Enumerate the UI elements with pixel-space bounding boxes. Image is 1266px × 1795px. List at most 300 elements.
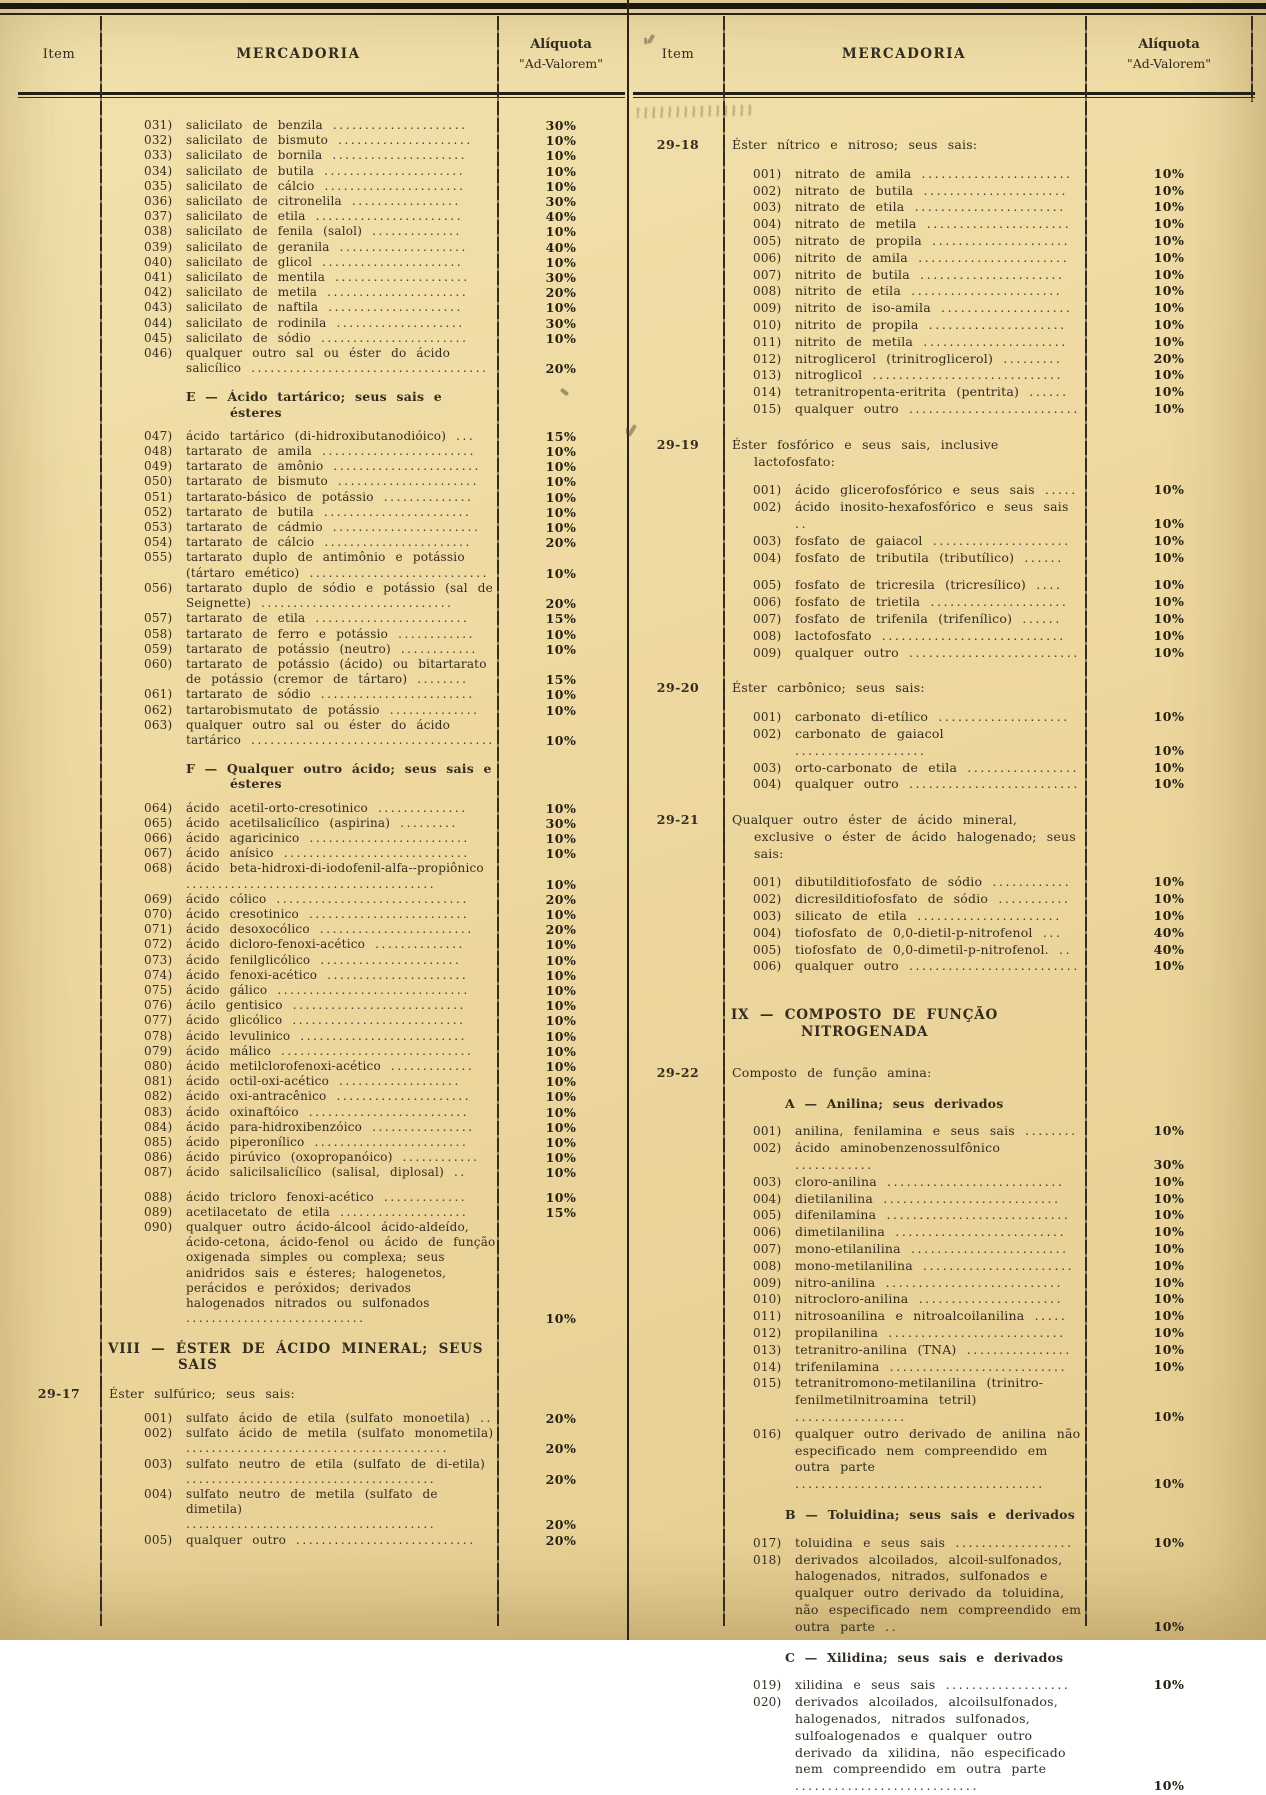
item-description: nitrato de metila ......................	[795, 216, 1072, 232]
table-row	[18, 703, 625, 718]
mercadoria-cell	[723, 550, 1085, 567]
item-description: ácido cólico ..............................	[186, 891, 469, 906]
rate-value: 10%	[1153, 515, 1185, 531]
mercadoria-cell	[100, 429, 497, 444]
item-description: tartarato de sódio ........................	[186, 687, 475, 702]
mercadoria-cell	[100, 831, 497, 846]
item-number: 015)	[753, 1376, 782, 1391]
item-description: fosfato de gaiacol .....................	[795, 532, 1071, 548]
item-number: 068)	[144, 861, 173, 876]
item-number: 082)	[144, 1089, 173, 1104]
item-number: 038)	[144, 224, 173, 239]
rate-value: 10%	[545, 254, 577, 270]
table-row	[18, 1487, 625, 1533]
rate-value: 10%	[545, 998, 577, 1014]
item-description: sulfato ácido de metila (sulfato monometila) .........................................	[186, 1426, 494, 1456]
item-number: 001)	[144, 1411, 173, 1426]
table-row	[633, 1275, 1253, 1292]
rate-value: 10%	[545, 1165, 577, 1181]
table-row	[18, 194, 625, 209]
item-description: tartarato de etila ........................	[186, 611, 470, 626]
table-row	[18, 642, 625, 657]
column-rule-left-item	[100, 16, 102, 1626]
item-description: dimetilanilina ..........................	[795, 1224, 1067, 1240]
table-row	[633, 1258, 1253, 1275]
table-row	[18, 611, 625, 626]
rate-value: 40%	[1153, 924, 1185, 940]
mercadoria-cell	[723, 1258, 1085, 1275]
dots-leader: .......................	[918, 249, 1070, 265]
table-row	[18, 718, 625, 748]
rate-value: 10%	[1153, 1778, 1185, 1794]
dots-leader: ..	[480, 1411, 493, 1426]
item-number: 051)	[144, 489, 173, 504]
rate-value: 10%	[1153, 165, 1185, 181]
mercadoria-cell	[723, 942, 1085, 959]
dots-leader: .......................	[324, 535, 472, 550]
dots-leader: .................	[795, 1409, 907, 1424]
item-description: lactofosfato ............................	[795, 627, 1066, 643]
rate-value: 10%	[1153, 891, 1185, 907]
table-row	[18, 1150, 625, 1165]
mercadoria-cell	[100, 240, 497, 255]
mercadoria-cell	[100, 1165, 497, 1180]
rate-value: 10%	[1153, 1291, 1185, 1307]
rate-value: 15%	[545, 1204, 577, 1220]
left-table-body	[18, 104, 625, 1640]
group-intro-cell	[100, 1386, 497, 1401]
subsection-heading: B — Toluidina; seus sais e derivados	[785, 1506, 1075, 1522]
rate-value: 10%	[545, 1104, 577, 1120]
rate-value: 10%	[1153, 709, 1185, 725]
column-header-item: Item	[42, 46, 76, 62]
item-number: 005)	[753, 233, 782, 248]
subsection-cell	[723, 1507, 1085, 1524]
item-description: cloro-anilina ...........................	[795, 1173, 1065, 1189]
dots-leader: .........................	[309, 830, 470, 845]
dots-leader: .......................	[320, 330, 469, 345]
table-row	[18, 983, 625, 998]
mercadoria-cell	[100, 474, 497, 489]
table-row	[18, 1013, 625, 1028]
item-description: nitrito de butila ......................	[795, 266, 1065, 282]
rate-value: 10%	[545, 133, 577, 149]
rate-value: 10%	[1153, 199, 1185, 215]
dots-leader: .......................................	[186, 1517, 437, 1532]
table-row	[18, 816, 625, 831]
rate-value: 10%	[1153, 249, 1185, 265]
rate-value: 10%	[1153, 316, 1185, 332]
item-number: 047)	[144, 428, 173, 443]
rate-value: 30%	[545, 194, 577, 210]
mercadoria-cell	[723, 300, 1085, 317]
table-row	[633, 1140, 1253, 1174]
table-row	[18, 224, 625, 239]
rate-value: 10%	[1153, 1677, 1185, 1693]
item-number: 003)	[753, 760, 782, 775]
rate-value: 15%	[545, 672, 577, 688]
dots-leader: ......................	[926, 216, 1072, 232]
mercadoria-cell	[723, 1123, 1085, 1140]
rate-value: 10%	[1153, 283, 1185, 299]
item-number: 049)	[144, 459, 173, 474]
subsection-row	[18, 389, 625, 419]
dots-leader: ....................	[340, 1204, 469, 1219]
item-description: salicilato de geranila ....................	[186, 239, 468, 254]
item-description: nitrosoanilina e nitroalcoilanilina .....	[795, 1308, 1068, 1324]
table-row	[633, 776, 1253, 793]
rate-value: 10%	[1153, 1190, 1185, 1206]
dots-leader: ..........................	[908, 644, 1080, 660]
dots-leader: ...................	[945, 1677, 1071, 1693]
item-number: 070)	[144, 906, 173, 921]
rate-value: 10%	[1153, 776, 1185, 792]
rate-value: 10%	[1153, 384, 1185, 400]
rate-value: 10%	[1153, 367, 1185, 383]
table-row	[18, 861, 625, 891]
table-row	[633, 216, 1253, 233]
table-row	[18, 953, 625, 968]
subsection-cell	[723, 1650, 1085, 1667]
table-row	[18, 118, 625, 133]
item-number: 002)	[753, 726, 782, 741]
item-description: nitrato de amila .......................	[795, 165, 1073, 181]
item-description: ácido pirúvico (oxopropanóico) ............	[186, 1150, 480, 1165]
section-row	[18, 1342, 625, 1372]
mercadoria-cell	[100, 846, 497, 861]
table-row	[18, 831, 625, 846]
dots-leader: ................	[372, 1119, 475, 1134]
table-row	[18, 846, 625, 861]
rate-value: 10%	[1153, 759, 1185, 775]
mercadoria-cell	[723, 908, 1085, 925]
mercadoria-cell	[100, 535, 497, 550]
rate-value: 10%	[545, 459, 577, 475]
table-row	[633, 533, 1253, 550]
mercadoria-cell	[723, 166, 1085, 183]
item-description: ácido fenoxi-acético ......................	[186, 967, 469, 982]
item-number: 005)	[753, 942, 782, 957]
table-row	[18, 1120, 625, 1135]
dots-leader: ..........................	[908, 400, 1080, 416]
item-number: 064)	[144, 800, 173, 815]
item-description: ácido levulinico ..........................	[186, 1028, 468, 1043]
group-code: 29-19	[656, 436, 700, 452]
table-row	[18, 627, 625, 642]
section-row	[633, 1007, 1253, 1041]
item-description: ácido metilclorofenoxi-acético .............	[186, 1058, 475, 1073]
item-number: 060)	[144, 656, 173, 671]
rate-value: 10%	[545, 641, 577, 657]
item-description: ácido octil-oxi-acético ...................	[186, 1074, 461, 1089]
table-row	[18, 164, 625, 179]
item-description: qualquer outro sal ou éster do ácido tartárico ......................................	[186, 717, 495, 747]
item-number: 007)	[753, 611, 782, 626]
dots-leader: ....................	[336, 315, 465, 330]
table-row	[633, 1342, 1253, 1359]
item-number: 009)	[753, 1275, 782, 1290]
mercadoria-cell	[100, 892, 497, 907]
item-block	[633, 1123, 1253, 1493]
dots-leader: ......................	[917, 908, 1062, 924]
column-header-mercadoria: MERCADORIA	[841, 46, 967, 62]
item-description: ácido agaricinico .........................	[186, 830, 470, 845]
table-row	[633, 384, 1253, 401]
table-row	[633, 1123, 1253, 1140]
table-row	[18, 209, 625, 224]
item-description: fosfato de tricresila (tricresílico) ....	[795, 577, 1063, 593]
mercadoria-cell	[100, 581, 497, 611]
column-rule-left-rate	[497, 16, 499, 1626]
item-description: silicato de etila ......................	[795, 908, 1062, 924]
group-code: 29-18	[656, 137, 700, 152]
item-description: xilidina e seus sais ...................	[795, 1677, 1071, 1693]
rate-value: 10%	[545, 952, 577, 968]
table-row	[633, 1224, 1253, 1241]
mercadoria-cell	[100, 550, 497, 580]
mercadoria-cell	[723, 1552, 1085, 1636]
dots-leader: .................	[967, 759, 1080, 775]
page-edge-rule	[1251, 16, 1253, 102]
item-number: 003)	[753, 1174, 782, 1189]
mercadoria-cell	[100, 148, 497, 163]
item-number: 072)	[144, 937, 173, 952]
dots-leader: .........................................	[186, 1441, 449, 1456]
mercadoria-cell	[100, 1487, 497, 1533]
dots-leader: ...	[456, 428, 476, 443]
mercadoria-cell	[100, 179, 497, 194]
rate-value: 10%	[545, 1119, 577, 1135]
item-block	[633, 166, 1253, 418]
item-description: tartarato de ferro e potássio ............	[186, 626, 476, 641]
mercadoria-cell	[100, 331, 497, 346]
mercadoria-cell	[723, 199, 1085, 216]
mercadoria-cell	[100, 118, 497, 133]
mercadoria-cell	[100, 133, 497, 148]
item-description: tetranitropenta-eritrita (pentrita) ......	[795, 384, 1069, 400]
dots-leader: ..............................	[261, 596, 454, 611]
item-number: 084)	[144, 1119, 173, 1134]
mercadoria-cell	[723, 216, 1085, 233]
item-description: propilanilina ...........................	[795, 1325, 1066, 1341]
item-description: tartarato de potássio (ácido) ou bitartarato de potássio (cremor de tártaro) ........	[186, 656, 487, 687]
mercadoria-cell	[100, 1190, 497, 1205]
item-block	[18, 1411, 625, 1548]
rate-value: 10%	[1153, 266, 1185, 282]
item-description: difenilamina ............................	[795, 1207, 1071, 1223]
mercadoria-cell	[100, 816, 497, 831]
rate-value: 10%	[1153, 482, 1185, 498]
subsection-cell	[723, 1096, 1085, 1113]
table-row	[633, 1694, 1253, 1795]
column-rule-right-item	[723, 16, 725, 1626]
item-number: 052)	[144, 504, 173, 519]
item-description: nitrito de amila .......................	[795, 249, 1070, 265]
item-description: sulfato neutro de metila (sulfato de dimetila) .......................................	[186, 1487, 438, 1532]
item-description: nitrito de metila ......................	[795, 333, 1068, 349]
table-row	[18, 520, 625, 535]
item-number: 006)	[753, 959, 782, 974]
item-block	[633, 874, 1253, 975]
dots-leader: ..............	[372, 224, 462, 239]
item-number: 067)	[144, 846, 173, 861]
item-number: 073)	[144, 952, 173, 967]
mercadoria-cell	[100, 285, 497, 300]
table-row	[633, 334, 1253, 351]
item-description: carbonato di-etílico ....................	[795, 709, 1070, 725]
dots-leader: .......................	[914, 199, 1066, 215]
dots-leader: ............	[402, 1150, 480, 1165]
rate-value: 10%	[545, 732, 577, 748]
item-number: 075)	[144, 982, 173, 997]
rate-value: 10%	[1153, 1207, 1185, 1223]
table-row	[18, 1044, 625, 1059]
dots-leader: ......................	[324, 178, 466, 193]
item-number: 008)	[753, 1258, 782, 1273]
rate-value: 10%	[1153, 1173, 1185, 1189]
item-description: ácido acetil-orto-cresotinico ..............	[186, 800, 468, 815]
item-block	[633, 709, 1253, 793]
rate-value: 10%	[545, 876, 577, 892]
item-number: 069)	[144, 891, 173, 906]
table-row	[18, 1190, 625, 1205]
mercadoria-cell	[723, 1359, 1085, 1376]
dots-leader: .....................	[332, 148, 468, 163]
item-description: tartarato-básico de potássio ..............	[186, 489, 474, 504]
rate-value: 10%	[1153, 1534, 1185, 1550]
dots-leader: .......................................	[186, 876, 437, 891]
item-number: 002)	[753, 892, 782, 907]
table-row	[633, 891, 1253, 908]
rate-value: 10%	[1153, 958, 1185, 974]
item-number: 074)	[144, 967, 173, 982]
table-row	[18, 892, 625, 907]
table-row	[633, 550, 1253, 567]
center-divider	[627, 0, 629, 1640]
mercadoria-cell	[723, 367, 1085, 384]
item-block	[633, 1677, 1253, 1795]
item-number: 048)	[144, 444, 173, 459]
column-header-aliquota	[497, 35, 625, 73]
subsection-row	[633, 1650, 1253, 1667]
rate-value: 10%	[1153, 1257, 1185, 1273]
rate-value: 10%	[545, 982, 577, 998]
item-description: qualquer outro derivado de anilina não especificado nem compreendido em outra parte ......................................	[795, 1425, 1081, 1492]
item-number: 001)	[753, 1124, 782, 1139]
rate-value: 10%	[545, 163, 577, 179]
item-description: ácido aminobenzenossulfônico ............	[795, 1140, 1001, 1173]
section-cell	[100, 1342, 497, 1372]
item-number: 061)	[144, 687, 173, 702]
mercadoria-cell	[100, 1013, 497, 1028]
table-row	[18, 1165, 625, 1180]
dots-leader: ........................	[315, 611, 470, 626]
rate-value: 40%	[545, 209, 577, 225]
item-description: qualquer outro ..........................	[795, 644, 1080, 660]
dots-leader: .....................	[338, 133, 473, 148]
subsection-row	[18, 761, 625, 791]
dots-leader: ..............................	[276, 891, 469, 906]
item-description: qualquer outro ácido-álcool ácido-aldeído, ácido-cetona, ácido-fenol ou ácido de função oxigenada simples ou complexa; seus anidridos sais e ésteres; halogenetos, perácidos e peróxidos; derivados halogenados nitrados ou sulfonados ............................	[186, 1220, 496, 1326]
item-description: ácido dicloro-fenoxi-acético ..............	[186, 937, 465, 952]
rate-value: 10%	[545, 687, 577, 703]
mercadoria-cell	[723, 925, 1085, 942]
rate-value: 10%	[545, 1043, 577, 1059]
column-header-aliquota	[1085, 35, 1253, 73]
item-number: 040)	[144, 254, 173, 269]
dots-leader: .....................	[928, 316, 1067, 332]
item-description: salicilato de naftila .....................	[186, 300, 463, 315]
item-number: 039)	[144, 239, 173, 254]
item-number: 017)	[753, 1535, 782, 1550]
subsection-heading: C — Xilidina; seus sais e derivados	[785, 1649, 1064, 1665]
mercadoria-cell	[100, 1411, 497, 1426]
mercadoria-cell	[100, 718, 497, 748]
dots-leader: ....................	[938, 709, 1070, 725]
group-code: 29-22	[656, 1064, 700, 1080]
table-row	[633, 645, 1253, 662]
rate-value: 10%	[545, 1189, 577, 1205]
rate-value: 10%	[545, 565, 577, 581]
mercadoria-cell	[723, 250, 1085, 267]
item-number: 045)	[144, 330, 173, 345]
mercadoria-cell	[100, 611, 497, 626]
mercadoria-cell	[723, 628, 1085, 645]
table-row	[18, 922, 625, 937]
rate-value: 20%	[545, 596, 577, 612]
table-row	[633, 594, 1253, 611]
dots-leader: ........................	[320, 687, 475, 702]
table-row	[633, 726, 1253, 760]
mercadoria-cell	[100, 224, 497, 239]
item-number: 012)	[753, 1326, 782, 1341]
table-row	[633, 1535, 1253, 1552]
item-number: 006)	[753, 250, 782, 265]
group-intro: Qualquer outro éster de ácido mineral, exclusive o éster de ácido halogenado; seus sais:	[732, 812, 1076, 861]
item-description: nitrito de etila .......................	[795, 283, 1063, 299]
item-description: salicilato de butila ......................	[186, 163, 466, 178]
table-row	[18, 133, 625, 148]
group-intro-cell	[723, 437, 1085, 471]
item-number: 018)	[753, 1552, 782, 1567]
rate-value: 20%	[1153, 350, 1185, 366]
dots-leader: ....................	[795, 742, 927, 758]
item-description: toluidina e seus sais ..................	[795, 1534, 1074, 1550]
item-description: tetranitro-anilina (TNA) ................	[795, 1341, 1072, 1357]
rate-value: 10%	[545, 520, 577, 536]
table-row	[18, 1426, 625, 1456]
item-number: 078)	[144, 1028, 173, 1043]
rate-value: 10%	[1153, 742, 1185, 758]
mercadoria-cell	[100, 801, 497, 816]
rate-value: 10%	[1153, 1409, 1185, 1424]
item-number: 003)	[753, 200, 782, 215]
table-row	[18, 459, 625, 474]
item-number: 085)	[144, 1135, 173, 1149]
table-row	[633, 166, 1253, 183]
item-description: ácido anísico .............................	[186, 846, 470, 861]
dots-leader: ..............................	[281, 1043, 474, 1058]
rate-value: 10%	[545, 178, 577, 194]
table-row	[18, 505, 625, 520]
dots-leader: ............	[398, 626, 476, 641]
dots-leader: .......................	[911, 283, 1063, 299]
item-number: 003)	[753, 909, 782, 924]
dots-leader: ......	[1029, 384, 1069, 400]
dots-leader: ......................................	[795, 1476, 1045, 1492]
item-description: tartarato de cálcio .......................	[186, 535, 472, 550]
dots-leader: .....................	[932, 232, 1071, 248]
